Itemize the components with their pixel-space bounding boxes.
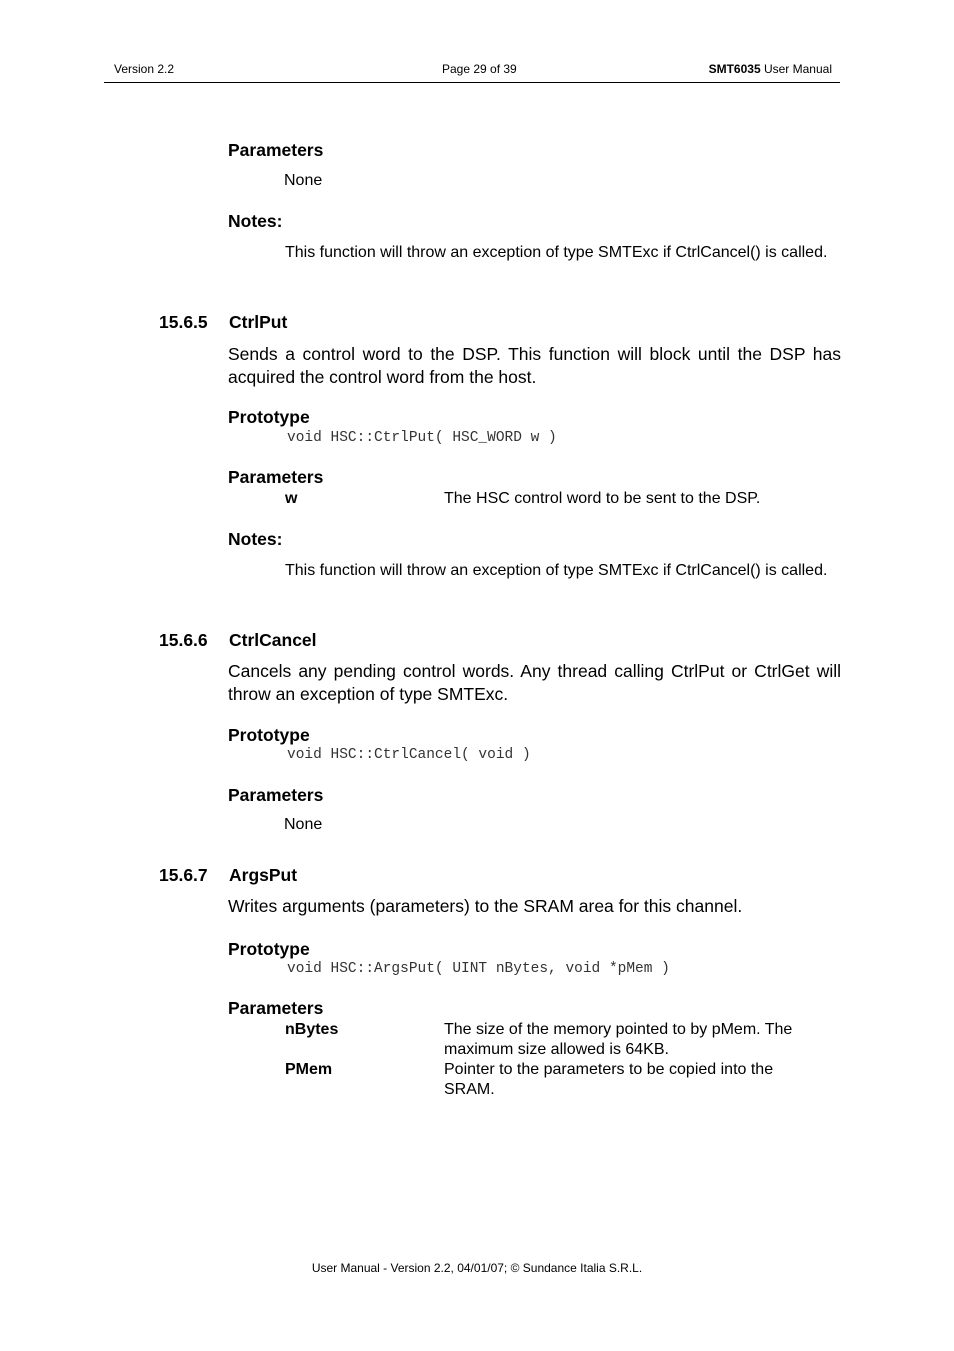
param-description-line: Pointer to the parameters to be copied into the [444,1061,774,1078]
section-heading [159,312,287,333]
prototype-heading: Prototype [228,939,310,959]
header-page-number: Page 29 of 39 [442,62,517,76]
section-title: CtrlCancel [229,630,317,650]
header-document-title [709,62,832,76]
parameters-value: None [284,172,323,189]
prototype-heading: Prototype [228,725,310,745]
param-description-line: The size of the memory pointed to by pMem. The [444,1021,793,1038]
param-description: The HSC control word to be sent to the DSP. [444,490,761,507]
section-heading [159,865,297,886]
prototype-code: void HSC::CtrlPut( HSC_WORD w ) [287,430,557,446]
header-product-suffix: User Manual [760,62,832,76]
param-description-line: maximum size allowed is 64KB. [444,1041,669,1058]
section-title: ArgsPut [229,865,298,885]
prototype-code: void HSC::ArgsPut( UINT nBytes, void *pMem ) [287,961,670,977]
param-name: w [285,490,298,507]
section-number: 15.6.6 [159,630,208,650]
notes-heading: Notes: [228,529,283,549]
prototype-heading: Prototype [228,407,310,427]
parameters-heading: Parameters [228,467,324,487]
parameters-heading: Parameters [228,998,324,1018]
param-name: PMem [285,1061,333,1078]
parameters-heading: Parameters [228,140,324,160]
header-product-name: SMT6035 [708,62,761,76]
section-description: Writes arguments (parameters) to the SRAM area for this channel. [228,896,743,916]
notes-heading: Notes: [228,211,283,231]
section-number: 15.6.7 [159,865,208,885]
prototype-code: void HSC::CtrlCancel( void ) [287,747,531,763]
notes-text: This function will throw an exception of type SMTExc if CtrlCancel() is called. [285,562,828,579]
header-version: Version 2.2 [114,62,175,76]
section-heading [159,630,317,651]
section-title: CtrlPut [229,312,288,332]
param-description-line: SRAM. [444,1081,495,1098]
param-name: nBytes [285,1021,339,1038]
parameters-value: None [284,816,323,833]
section-description: Sends a control word to the DSP. This function will block until the DSP has acquired the control word from the host. [228,344,841,387]
section-number: 15.6.5 [159,312,208,332]
section-description: Cancels any pending control words. Any thread calling CtrlPut or CtrlGet will throw an exception of type SMTExc. [228,661,841,704]
parameters-heading: Parameters [228,785,324,805]
header-rule [104,82,840,83]
notes-text: This function will throw an exception of type SMTExc if CtrlCancel() is called. [285,244,828,261]
page-footer: User Manual - Version 2.2, 04/01/07; © Sundance Italia S.R.L. [311,1261,643,1275]
